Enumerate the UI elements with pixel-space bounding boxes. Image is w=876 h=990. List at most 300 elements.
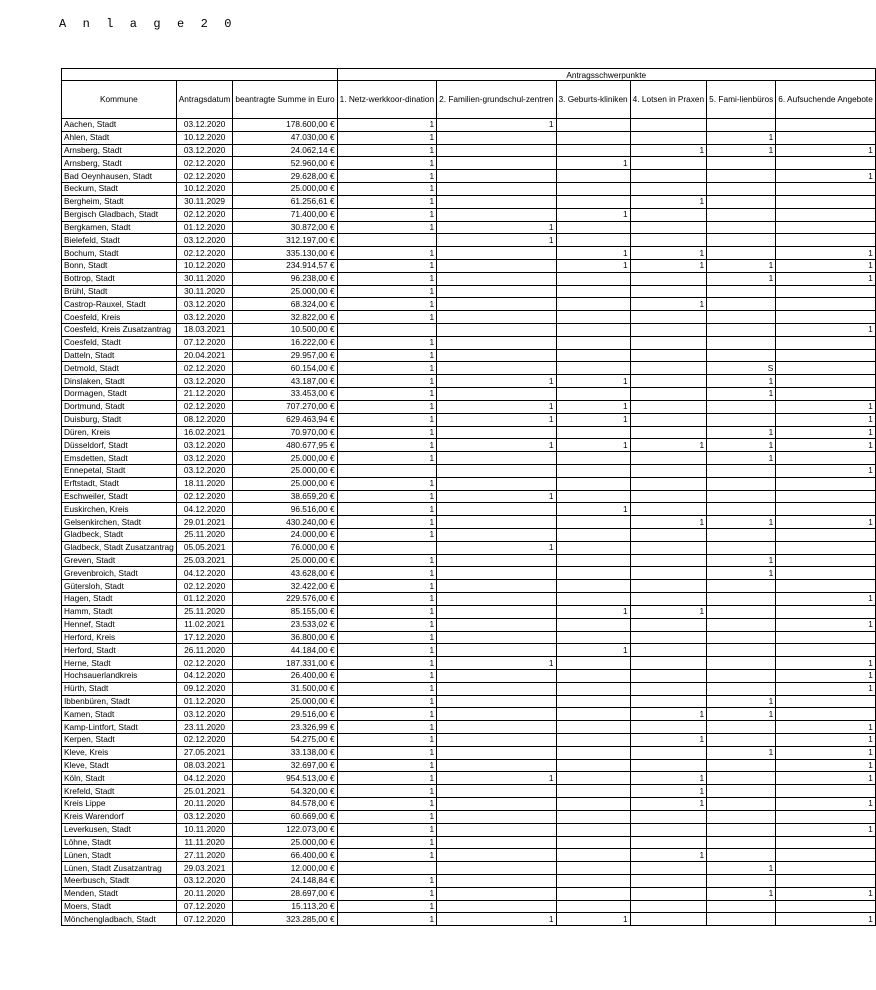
table-row <box>62 490 876 503</box>
aufsuchende-cell: 1 <box>776 823 876 836</box>
aufsuchende-cell <box>776 605 876 618</box>
summe-cell: 61.256,61 € <box>233 195 337 208</box>
table-row <box>62 554 876 567</box>
netzwerk-cell: 1 <box>337 874 437 887</box>
geburtskliniken-cell <box>556 759 630 772</box>
datum-cell: 10.12.2020 <box>176 131 233 144</box>
table-row <box>62 798 876 811</box>
kommune-cell: Coesfeld, Kreis <box>62 311 177 324</box>
summe-cell: 23.326,99 € <box>233 721 337 734</box>
datum-cell: 02.12.2020 <box>176 157 233 170</box>
datum-cell: 29.03.2021 <box>176 862 233 875</box>
geburtskliniken-cell <box>556 669 630 682</box>
netzwerk-cell <box>337 862 437 875</box>
aufsuchende-cell <box>776 119 876 132</box>
lotsen-cell <box>630 464 707 477</box>
table-row <box>62 887 876 900</box>
lotsen-cell: 1 <box>630 298 707 311</box>
kommune-cell: Menden, Stadt <box>62 887 177 900</box>
table-row <box>62 400 876 413</box>
aufsuchende-cell: 1 <box>776 247 876 260</box>
datum-cell: 10.12.2020 <box>176 183 233 196</box>
table-row <box>62 900 876 913</box>
familienbueros-cell <box>707 785 776 798</box>
lotsen-cell <box>630 900 707 913</box>
summe-cell: 32.697,00 € <box>233 759 337 772</box>
aufsuchende-cell <box>776 554 876 567</box>
aufsuchende-cell <box>776 362 876 375</box>
summe-cell: 43.187,00 € <box>233 375 337 388</box>
geburtskliniken-cell <box>556 477 630 490</box>
familiengrundschul-cell: 1 <box>437 234 556 247</box>
kommune-cell: Kleve, Kreis <box>62 746 177 759</box>
lotsen-cell <box>630 426 707 439</box>
familienbueros-cell <box>707 798 776 811</box>
aufsuchende-cell: 1 <box>776 259 876 272</box>
datum-cell: 03.12.2020 <box>176 119 233 132</box>
lotsen-cell <box>630 810 707 823</box>
lotsen-cell <box>630 593 707 606</box>
kommune-cell: Kleve, Stadt <box>62 759 177 772</box>
netzwerk-cell: 1 <box>337 644 437 657</box>
lotsen-cell <box>630 285 707 298</box>
datum-cell: 04.12.2020 <box>176 669 233 682</box>
geburtskliniken-cell <box>556 516 630 529</box>
netzwerk-cell: 1 <box>337 567 437 580</box>
netzwerk-cell: 1 <box>337 477 437 490</box>
familiengrundschul-cell <box>437 631 556 644</box>
lotsen-cell <box>630 554 707 567</box>
geburtskliniken-cell <box>556 721 630 734</box>
kommune-cell: Kreis Warendorf <box>62 810 177 823</box>
netzwerk-cell: 1 <box>337 900 437 913</box>
lotsen-cell <box>630 721 707 734</box>
table-row <box>62 580 876 593</box>
familiengrundschul-cell <box>437 862 556 875</box>
lotsen-cell <box>630 324 707 337</box>
lotsen-cell <box>630 234 707 247</box>
summe-cell: 25.000,00 € <box>233 554 337 567</box>
familiengrundschul-cell <box>437 247 556 260</box>
kommune-cell: Emsdetten, Stadt <box>62 452 177 465</box>
geburtskliniken-cell <box>556 285 630 298</box>
summe-cell: 66.400,00 € <box>233 849 337 862</box>
lotsen-cell <box>630 311 707 324</box>
aufsuchende-cell <box>776 349 876 362</box>
geburtskliniken-cell: 1 <box>556 644 630 657</box>
table-row <box>62 516 876 529</box>
kommune-cell: Bergisch Gladbach, Stadt <box>62 208 177 221</box>
familiengrundschul-cell <box>437 734 556 747</box>
kommune-cell: Düren, Kreis <box>62 426 177 439</box>
netzwerk-cell: 1 <box>337 375 437 388</box>
kommune-cell: Bonn, Stadt <box>62 259 177 272</box>
table-row <box>62 157 876 170</box>
geburtskliniken-cell <box>556 580 630 593</box>
familiengrundschul-cell <box>437 708 556 721</box>
familiengrundschul-cell: 1 <box>437 439 556 452</box>
datum-cell: 26.11.2020 <box>176 644 233 657</box>
familienbueros-cell <box>707 349 776 362</box>
aufsuchende-cell <box>776 708 876 721</box>
kommune-cell: Coesfeld, Stadt <box>62 336 177 349</box>
familiengrundschul-cell <box>437 900 556 913</box>
table-row <box>62 183 876 196</box>
summe-cell: 430.240,00 € <box>233 516 337 529</box>
datum-cell: 02.12.2020 <box>176 490 233 503</box>
netzwerk-cell: 1 <box>337 734 437 747</box>
familienbueros-cell <box>707 682 776 695</box>
familienbueros-cell <box>707 464 776 477</box>
aufsuchende-cell: 1 <box>776 759 876 772</box>
lotsen-cell <box>630 119 707 132</box>
familiengrundschul-cell <box>437 567 556 580</box>
kommune-cell: Castrop-Rauxel, Stadt <box>62 298 177 311</box>
datum-cell: 02.12.2020 <box>176 208 233 221</box>
netzwerk-cell: 1 <box>337 516 437 529</box>
table-row <box>62 311 876 324</box>
aufsuchende-cell: 1 <box>776 464 876 477</box>
summe-cell: 38.659,20 € <box>233 490 337 503</box>
datum-cell: 30.11.2020 <box>176 272 233 285</box>
table-row <box>62 503 876 516</box>
datum-cell: 03.12.2020 <box>176 464 233 477</box>
familiengrundschul-cell: 1 <box>437 221 556 234</box>
geburtskliniken-cell <box>556 708 630 721</box>
familienbueros-cell: 1 <box>707 695 776 708</box>
geburtskliniken-cell <box>556 593 630 606</box>
geburtskliniken-cell <box>556 657 630 670</box>
kommune-cell: Dinslaken, Stadt <box>62 375 177 388</box>
datum-cell: 08.12.2020 <box>176 413 233 426</box>
summe-cell: 36.800,00 € <box>233 631 337 644</box>
kommune-cell: Gladbeck, Stadt <box>62 529 177 542</box>
netzwerk-cell <box>337 324 437 337</box>
familienbueros-cell <box>707 285 776 298</box>
kommune-cell: Leverkusen, Stadt <box>62 823 177 836</box>
geburtskliniken-cell <box>556 734 630 747</box>
familiengrundschul-cell: 1 <box>437 913 556 926</box>
familiengrundschul-cell <box>437 272 556 285</box>
datum-cell: 02.12.2020 <box>176 400 233 413</box>
datum-cell: 07.12.2020 <box>176 336 233 349</box>
datum-cell: 04.12.2020 <box>176 503 233 516</box>
col-header-geburtskliniken: 3. Geburts-kliniken <box>556 81 630 119</box>
lotsen-cell <box>630 541 707 554</box>
kommune-cell: Arnsberg, Stadt <box>62 157 177 170</box>
geburtskliniken-cell: 1 <box>556 503 630 516</box>
summe-cell: 32.422,00 € <box>233 580 337 593</box>
familiengrundschul-cell <box>437 605 556 618</box>
familiengrundschul-cell <box>437 464 556 477</box>
aufsuchende-cell: 1 <box>776 798 876 811</box>
geburtskliniken-cell <box>556 183 630 196</box>
kommune-cell: Kamen, Stadt <box>62 708 177 721</box>
familienbueros-cell <box>707 618 776 631</box>
familienbueros-cell <box>707 247 776 260</box>
summe-cell: 54.320,00 € <box>233 785 337 798</box>
familiengrundschul-cell <box>437 887 556 900</box>
familienbueros-cell <box>707 400 776 413</box>
familienbueros-cell: S <box>707 362 776 375</box>
summe-cell: 122.073,00 € <box>233 823 337 836</box>
summe-cell: 629.463,94 € <box>233 413 337 426</box>
aufsuchende-cell <box>776 541 876 554</box>
familiengrundschul-cell: 1 <box>437 541 556 554</box>
aufsuchende-cell: 1 <box>776 734 876 747</box>
table-row <box>62 234 876 247</box>
summe-cell: 25.000,00 € <box>233 477 337 490</box>
geburtskliniken-cell <box>556 618 630 631</box>
lotsen-cell <box>630 221 707 234</box>
geburtskliniken-cell: 1 <box>556 208 630 221</box>
aufsuchende-cell: 1 <box>776 439 876 452</box>
table-row <box>62 439 876 452</box>
lotsen-cell: 1 <box>630 605 707 618</box>
familienbueros-cell <box>707 836 776 849</box>
familienbueros-cell: 1 <box>707 259 776 272</box>
familienbueros-cell: 1 <box>707 516 776 529</box>
netzwerk-cell: 1 <box>337 657 437 670</box>
kommune-cell: Mönchengladbach, Stadt <box>62 913 177 926</box>
kommune-cell: Grevenbroich, Stadt <box>62 567 177 580</box>
datum-cell: 20.04.2021 <box>176 349 233 362</box>
familienbueros-cell <box>707 823 776 836</box>
datum-cell: 25.11.2020 <box>176 605 233 618</box>
kommune-cell: Hagen, Stadt <box>62 593 177 606</box>
table-row <box>62 119 876 132</box>
kommune-cell: Brühl, Stadt <box>62 285 177 298</box>
netzwerk-cell: 1 <box>337 785 437 798</box>
summe-cell: 15.113,20 € <box>233 900 337 913</box>
aufsuchende-cell <box>776 874 876 887</box>
netzwerk-cell: 1 <box>337 426 437 439</box>
netzwerk-cell: 1 <box>337 362 437 375</box>
summe-cell: 33.138,00 € <box>233 746 337 759</box>
table-row <box>62 541 876 554</box>
familienbueros-cell <box>707 529 776 542</box>
datum-cell: 07.12.2020 <box>176 913 233 926</box>
familienbueros-cell: 1 <box>707 375 776 388</box>
table-row <box>62 593 876 606</box>
geburtskliniken-cell <box>556 131 630 144</box>
netzwerk-cell: 1 <box>337 836 437 849</box>
geburtskliniken-cell <box>556 567 630 580</box>
familienbueros-cell <box>707 644 776 657</box>
kommune-cell: Köln, Stadt <box>62 772 177 785</box>
lotsen-cell <box>630 413 707 426</box>
familiengrundschul-cell: 1 <box>437 413 556 426</box>
familiengrundschul-cell <box>437 183 556 196</box>
summe-cell: 12.000,00 € <box>233 862 337 875</box>
aufsuchende-cell: 1 <box>776 887 876 900</box>
datum-cell: 20.11.2020 <box>176 798 233 811</box>
table-row <box>62 605 876 618</box>
lotsen-cell <box>630 580 707 593</box>
summe-cell: 84.578,00 € <box>233 798 337 811</box>
geburtskliniken-cell <box>556 170 630 183</box>
lotsen-cell <box>630 477 707 490</box>
geburtskliniken-cell <box>556 336 630 349</box>
aufsuchende-cell <box>776 195 876 208</box>
netzwerk-cell: 1 <box>337 772 437 785</box>
netzwerk-cell: 1 <box>337 131 437 144</box>
familienbueros-cell <box>707 234 776 247</box>
table-row <box>62 247 876 260</box>
familienbueros-cell <box>707 170 776 183</box>
table-row <box>62 362 876 375</box>
summe-cell: 31.500,00 € <box>233 682 337 695</box>
summe-cell: 43.628,00 € <box>233 567 337 580</box>
aufsuchende-cell: 1 <box>776 721 876 734</box>
familienbueros-cell <box>707 221 776 234</box>
familiengrundschul-cell <box>437 746 556 759</box>
lotsen-cell <box>630 336 707 349</box>
netzwerk-cell: 1 <box>337 311 437 324</box>
summe-cell: 85.155,00 € <box>233 605 337 618</box>
aufsuchende-cell <box>776 849 876 862</box>
aufsuchende-cell: 1 <box>776 400 876 413</box>
geburtskliniken-cell: 1 <box>556 439 630 452</box>
geburtskliniken-cell <box>556 887 630 900</box>
kommune-cell: Greven, Stadt <box>62 554 177 567</box>
col-header-datum: Antragsdatum <box>176 81 233 119</box>
geburtskliniken-cell <box>556 490 630 503</box>
aufsuchende-cell <box>776 644 876 657</box>
familiengrundschul-cell <box>437 580 556 593</box>
datum-cell: 25.01.2021 <box>176 785 233 798</box>
lotsen-cell <box>630 388 707 401</box>
table-row <box>62 413 876 426</box>
summe-cell: 71.400,00 € <box>233 208 337 221</box>
familiengrundschul-cell <box>437 388 556 401</box>
summe-cell: 480.677,95 € <box>233 439 337 452</box>
geburtskliniken-cell <box>556 541 630 554</box>
geburtskliniken-cell: 1 <box>556 605 630 618</box>
familienbueros-cell <box>707 810 776 823</box>
geburtskliniken-cell: 1 <box>556 259 630 272</box>
netzwerk-cell: 1 <box>337 285 437 298</box>
familiengrundschul-cell <box>437 759 556 772</box>
lotsen-cell <box>630 759 707 772</box>
familiengrundschul-cell <box>437 798 556 811</box>
datum-cell: 11.02.2021 <box>176 618 233 631</box>
aufsuchende-cell: 1 <box>776 413 876 426</box>
kommune-cell: Gladbeck, Stadt Zusatzantrag <box>62 541 177 554</box>
kommune-cell: Lünen, Stadt <box>62 849 177 862</box>
familienbueros-cell <box>707 311 776 324</box>
table-row <box>62 426 876 439</box>
netzwerk-cell: 1 <box>337 721 437 734</box>
geburtskliniken-cell <box>556 298 630 311</box>
netzwerk-cell: 1 <box>337 272 437 285</box>
kommune-cell: Kamp-Lintfort, Stadt <box>62 721 177 734</box>
table-row <box>62 721 876 734</box>
familiengrundschul-cell: 1 <box>437 119 556 132</box>
datum-cell: 21.12.2020 <box>176 388 233 401</box>
familienbueros-cell <box>707 195 776 208</box>
netzwerk-cell: 1 <box>337 849 437 862</box>
familienbueros-cell <box>707 477 776 490</box>
table-row <box>62 324 876 337</box>
netzwerk-cell: 1 <box>337 413 437 426</box>
familiengrundschul-cell <box>437 324 556 337</box>
geburtskliniken-cell: 1 <box>556 913 630 926</box>
summe-cell: 312.197,00 € <box>233 234 337 247</box>
summe-cell: 28.697,00 € <box>233 887 337 900</box>
netzwerk-cell: 1 <box>337 490 437 503</box>
familienbueros-cell: 1 <box>707 567 776 580</box>
table-row <box>62 618 876 631</box>
netzwerk-cell: 1 <box>337 349 437 362</box>
geburtskliniken-cell: 1 <box>556 157 630 170</box>
aufsuchende-cell <box>776 183 876 196</box>
geburtskliniken-cell <box>556 746 630 759</box>
geburtskliniken-cell <box>556 324 630 337</box>
aufsuchende-cell: 1 <box>776 144 876 157</box>
datum-cell: 04.12.2020 <box>176 567 233 580</box>
lotsen-cell <box>630 913 707 926</box>
summe-cell: 24.000,00 € <box>233 529 337 542</box>
kommune-cell: Ennepetal, Stadt <box>62 464 177 477</box>
familiengrundschul-cell <box>437 785 556 798</box>
summe-cell: 54.275,00 € <box>233 734 337 747</box>
table-row <box>62 823 876 836</box>
familienbueros-cell <box>707 503 776 516</box>
aufsuchende-cell <box>776 490 876 503</box>
summe-cell: 229.576,00 € <box>233 593 337 606</box>
aufsuchende-cell <box>776 452 876 465</box>
geburtskliniken-cell <box>556 144 630 157</box>
table-row <box>62 631 876 644</box>
familiengrundschul-cell <box>437 362 556 375</box>
datum-cell: 09.12.2020 <box>176 682 233 695</box>
geburtskliniken-cell <box>556 272 630 285</box>
table-row <box>62 708 876 721</box>
familiengrundschul-cell: 1 <box>437 490 556 503</box>
familienbueros-cell: 1 <box>707 862 776 875</box>
geburtskliniken-cell <box>556 221 630 234</box>
netzwerk-cell: 1 <box>337 208 437 221</box>
summe-cell: 323.285,00 € <box>233 913 337 926</box>
lotsen-cell <box>630 503 707 516</box>
netzwerk-cell: 1 <box>337 259 437 272</box>
kommune-cell: Kreis Lippe <box>62 798 177 811</box>
geburtskliniken-cell <box>556 798 630 811</box>
lotsen-cell <box>630 170 707 183</box>
aufsuchende-cell: 1 <box>776 272 876 285</box>
familienbueros-cell <box>707 657 776 670</box>
kommune-cell: Dortmund, Stadt <box>62 400 177 413</box>
familienbueros-cell <box>707 721 776 734</box>
aufsuchende-cell <box>776 836 876 849</box>
geburtskliniken-cell <box>556 195 630 208</box>
familienbueros-cell <box>707 772 776 785</box>
lotsen-cell: 1 <box>630 259 707 272</box>
aufsuchende-cell <box>776 221 876 234</box>
netzwerk-cell: 1 <box>337 669 437 682</box>
datum-cell: 02.12.2020 <box>176 362 233 375</box>
familienbueros-cell <box>707 734 776 747</box>
kommune-cell: Arnsberg, Stadt <box>62 144 177 157</box>
netzwerk-cell: 1 <box>337 823 437 836</box>
lotsen-cell: 1 <box>630 195 707 208</box>
summe-cell: 25.000,00 € <box>233 836 337 849</box>
datum-cell: 02.12.2020 <box>176 734 233 747</box>
table-row <box>62 785 876 798</box>
aufsuchende-cell: 1 <box>776 657 876 670</box>
aufsuchende-cell <box>776 695 876 708</box>
